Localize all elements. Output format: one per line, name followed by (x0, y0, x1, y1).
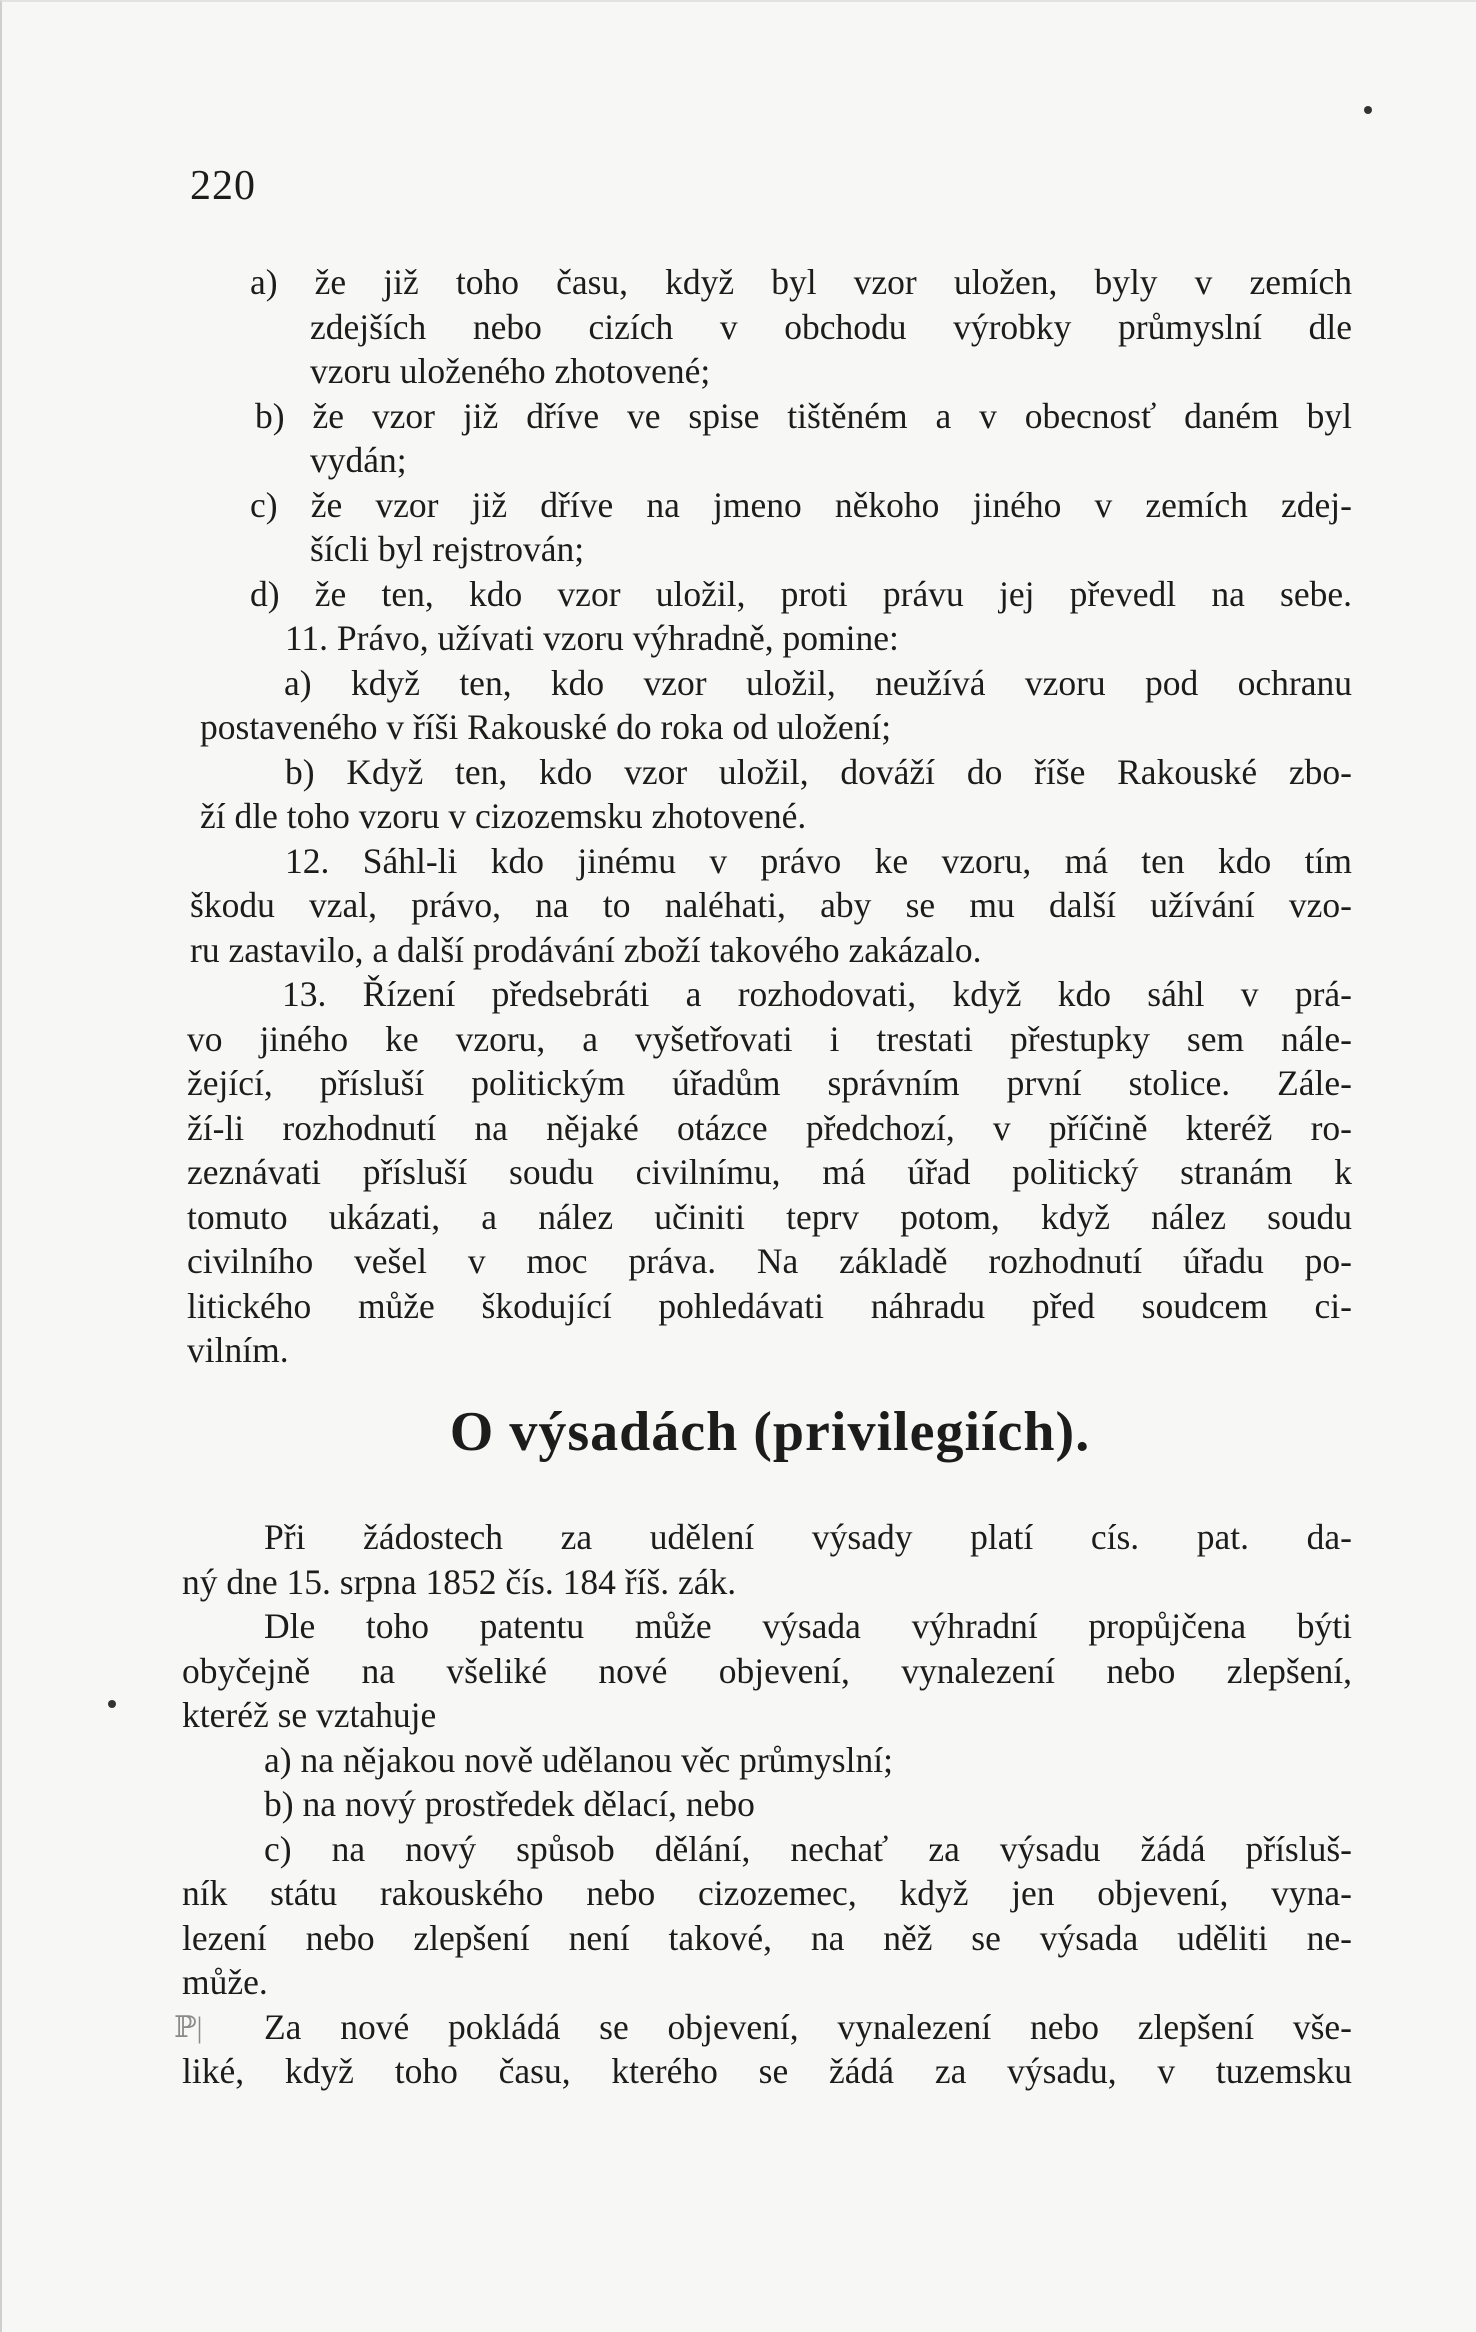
text-line: ník státu rakouského nebo cizozemec, když jen objevení, vyna- (182, 1873, 1352, 1913)
text-line: ží dle toho vzoru v cizozemsku zhotovené. (200, 796, 807, 836)
text-line: ru zastavilo, a další prodávání zboží takového zakázalo. (190, 929, 982, 970)
text-line: tomuto ukázati, a nález učiniti teprv potom, když nález soudu (187, 1196, 1352, 1237)
top-text-block (182, 260, 1352, 1373)
page-number: 220 (190, 163, 256, 209)
text-line: zeznávati přísluší soudu civilnímu, má úřad politický stranám k (187, 1152, 1352, 1192)
text-line: vilním. (187, 1330, 289, 1370)
text-line: d) že ten, kdo vzor uložil, proti právu jej převedl na sebe. (250, 573, 1352, 614)
text-line: b) že vzor již dříve ve spise tištěném a v obecnosť daném byl (255, 395, 1352, 436)
text-line: žející, přísluší politickým úřadům správním první stolice. Zále- (187, 1063, 1352, 1103)
margin-mark: ℙ| (174, 2011, 203, 2044)
text-line: Za nové pokládá se objevení, vynalezení nebo zlepšení vše- (264, 2006, 1352, 2047)
text-line: postaveného v říši Rakouské do roka od uložení; (200, 707, 892, 747)
margin-bullet (108, 1700, 116, 1708)
text-line: liké, když toho času, kterého se žádá za výsadu, v tuzemsku (182, 2051, 1352, 2091)
text-line: c) že vzor již dříve na jmeno někoho jiného v zemích zdej- (250, 484, 1352, 525)
text-line: ží-li rozhodnutí na nějaké otázce předchozí, v příčině kteréž ro- (187, 1107, 1352, 1148)
text-line: zdejších nebo cizích v obchodu výrobky průmyslní dle (310, 306, 1352, 347)
text-line: vzoru uloženého zhotovené; (310, 351, 711, 391)
text-line: vo jiného ke vzoru, a vyšetřovati i trestati přestupky sem nále- (187, 1018, 1352, 1059)
text-line: může. (182, 1962, 268, 2002)
text-line: litického může škodující pohledávati náhradu před soudcem ci- (187, 1285, 1352, 1326)
section-title: O výsadách (privilegiích). (449, 1401, 1091, 1463)
text-line: b) na nový prostředek dělací, nebo (264, 1784, 755, 1824)
text-line: ný dne 15. srpna 1852 čís. 184 říš. zák. (182, 1561, 737, 1602)
text-line: Dle toho patentu může výsada výhradní propůjčena býti (264, 1606, 1352, 1646)
bottom-text-block (182, 1515, 1352, 2094)
text-line: 13. Řízení předsebráti a rozhodovati, když kdo sáhl v prá- (282, 974, 1352, 1014)
text-line: civilního vešel v moc práva. Na základě rozhodnutí úřadu po- (187, 1241, 1352, 1281)
text-line: škodu vzal, právo, na to naléhati, aby se mu další užívání vzo- (190, 885, 1352, 925)
text-line: Při žádostech za udělení výsady platí cís. pat. da- (264, 1517, 1352, 1557)
text-line: vydán; (310, 440, 407, 480)
text-line: 12. Sáhl-li kdo jinému v právo ke vzoru, má ten kdo tím (285, 840, 1352, 881)
text-line: lezení nebo zlepšení není takové, na něž se výsada uděliti ne- (182, 1917, 1352, 1958)
text-line: 11. Právo, užívati vzoru výhradně, pomine: (285, 618, 899, 658)
text-line: a) že již toho času, když byl vzor uložen, byly v zemích (250, 262, 1352, 302)
page-speck (1364, 106, 1372, 114)
text-line: a) na nějakou nově udělanou věc průmyslní; (264, 1739, 893, 1780)
text-line: obyčejně na všeliké nové objevení, vynalezení nebo zlepšení, (182, 1650, 1352, 1691)
text-line: kteréž se vztahuje (182, 1695, 437, 1735)
text-line: c) na nový spůsob dělání, nechať za výsadu žádá přísluš- (264, 1828, 1352, 1869)
text-line: b) Když ten, kdo vzor uložil, dováží do říše Rakouské zbo- (285, 751, 1352, 792)
text-line: a) když ten, kdo vzor uložil, neužívá vzoru pod ochranu (284, 662, 1352, 703)
text-line: šícli byl rejstrován; (310, 529, 585, 569)
